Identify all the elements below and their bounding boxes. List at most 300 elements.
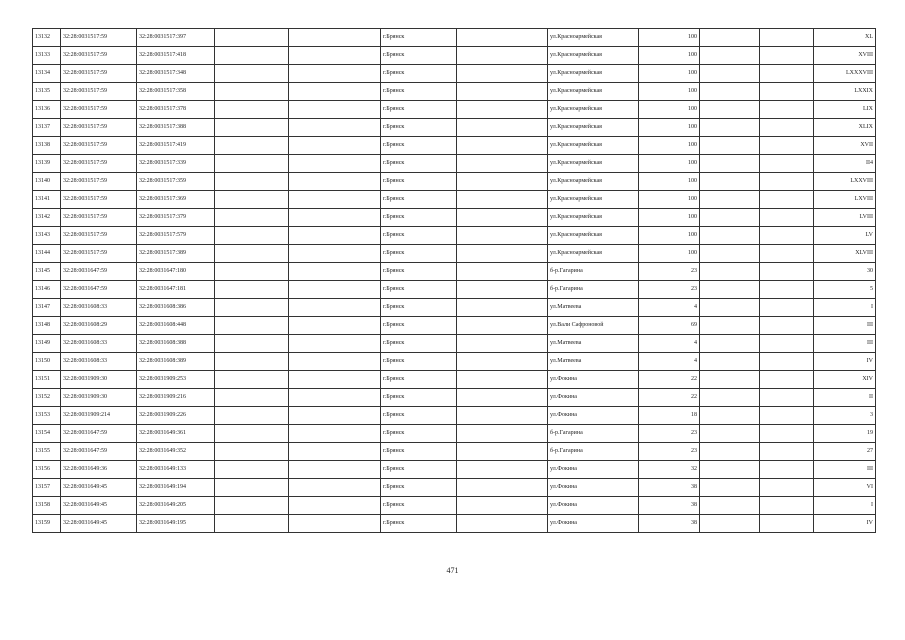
cell-house-number: 38 (639, 479, 700, 497)
cell-col-5 (289, 461, 381, 479)
table-row (33, 245, 876, 263)
cell-parcel-number: 32:28:0031649:45 (61, 497, 137, 515)
cell-row-index: 13157 (33, 479, 61, 497)
cell-object-number: 32:28:0031517:339 (137, 155, 215, 173)
cell-col-10 (700, 101, 760, 119)
cell-parcel-number: 32:28:0031517:59 (61, 119, 137, 137)
cell-object-number: 32:28:0031608:388 (137, 335, 215, 353)
cell-col-10 (700, 443, 760, 461)
cell-city: г.Брянск (381, 101, 457, 119)
cell-row-index: 13153 (33, 407, 61, 425)
cell-col-7 (457, 191, 548, 209)
cell-apartment-number: XVII (814, 137, 876, 155)
cell-parcel-number: 32:28:0031608:33 (61, 353, 137, 371)
cell-col-4 (215, 173, 289, 191)
cell-street: ул.Фокина (548, 479, 639, 497)
cell-col-11 (760, 443, 814, 461)
cell-col-5 (289, 353, 381, 371)
cell-row-index: 13156 (33, 461, 61, 479)
cell-apartment-number: IV (814, 353, 876, 371)
table-row (33, 515, 876, 533)
cell-apartment-number: 30 (814, 263, 876, 281)
cell-col-4 (215, 353, 289, 371)
cell-house-number: 22 (639, 389, 700, 407)
cell-street: б-р.Гагарина (548, 263, 639, 281)
cell-object-number: 32:28:0031517:358 (137, 83, 215, 101)
cell-col-5 (289, 479, 381, 497)
cell-apartment-number: XIV (814, 371, 876, 389)
table-row (33, 299, 876, 317)
cell-col-11 (760, 263, 814, 281)
cell-house-number: 100 (639, 47, 700, 65)
table-row (33, 443, 876, 461)
cell-col-11 (760, 317, 814, 335)
cell-apartment-number: LV (814, 227, 876, 245)
cell-parcel-number: 32:28:0031517:59 (61, 47, 137, 65)
cell-house-number: 100 (639, 83, 700, 101)
cell-row-index: 13151 (33, 371, 61, 389)
cell-col-5 (289, 317, 381, 335)
cell-object-number: 32:28:0031517:397 (137, 29, 215, 47)
cell-col-4 (215, 443, 289, 461)
cell-apartment-number: LIX (814, 101, 876, 119)
cell-street: ул.Красноармейская (548, 29, 639, 47)
cell-street: ул.Красноармейская (548, 191, 639, 209)
cell-col-4 (215, 65, 289, 83)
cell-object-number: 32:28:0031517:419 (137, 137, 215, 155)
cell-parcel-number: 32:28:0031517:59 (61, 227, 137, 245)
cell-col-4 (215, 137, 289, 155)
cell-house-number: 18 (639, 407, 700, 425)
cell-row-index: 13147 (33, 299, 61, 317)
cell-col-5 (289, 29, 381, 47)
cell-row-index: 13143 (33, 227, 61, 245)
cell-col-4 (215, 497, 289, 515)
cell-object-number: 32:28:0031517:369 (137, 191, 215, 209)
cell-col-10 (700, 227, 760, 245)
cell-house-number: 100 (639, 119, 700, 137)
cell-col-4 (215, 155, 289, 173)
cell-parcel-number: 32:28:0031517:59 (61, 245, 137, 263)
cell-col-11 (760, 191, 814, 209)
cell-city: г.Брянск (381, 407, 457, 425)
cell-object-number: 32:28:0031649:352 (137, 443, 215, 461)
cell-col-7 (457, 281, 548, 299)
cell-col-11 (760, 245, 814, 263)
cell-object-number: 32:28:0031517:389 (137, 245, 215, 263)
cell-street: б-р.Гагарина (548, 425, 639, 443)
cell-col-5 (289, 83, 381, 101)
cell-street: ул.Матвеева (548, 353, 639, 371)
cell-col-11 (760, 173, 814, 191)
cell-col-7 (457, 83, 548, 101)
cell-street: ул.Красноармейская (548, 101, 639, 119)
cell-col-10 (700, 479, 760, 497)
cell-col-11 (760, 47, 814, 65)
cell-street: ул.Красноармейская (548, 245, 639, 263)
cell-house-number: 23 (639, 443, 700, 461)
table-row (33, 209, 876, 227)
cell-col-7 (457, 119, 548, 137)
cell-row-index: 13145 (33, 263, 61, 281)
cell-object-number: 32:28:0031608:389 (137, 353, 215, 371)
cell-object-number: 32:28:0031608:386 (137, 299, 215, 317)
cell-row-index: 13132 (33, 29, 61, 47)
table-row (33, 353, 876, 371)
cell-city: г.Брянск (381, 281, 457, 299)
cell-object-number: 32:28:0031608:448 (137, 317, 215, 335)
cell-apartment-number: II (814, 389, 876, 407)
cell-house-number: 100 (639, 227, 700, 245)
cell-col-10 (700, 389, 760, 407)
cell-city: г.Брянск (381, 317, 457, 335)
cell-col-4 (215, 479, 289, 497)
cell-col-5 (289, 425, 381, 443)
cell-col-10 (700, 155, 760, 173)
cell-col-10 (700, 335, 760, 353)
cell-col-7 (457, 65, 548, 83)
cell-col-7 (457, 299, 548, 317)
cell-row-index: 13150 (33, 353, 61, 371)
table-row (33, 119, 876, 137)
cell-row-index: 13140 (33, 173, 61, 191)
cell-col-5 (289, 515, 381, 533)
cell-house-number: 100 (639, 155, 700, 173)
cell-col-5 (289, 245, 381, 263)
cell-col-4 (215, 299, 289, 317)
cell-col-11 (760, 227, 814, 245)
cell-col-7 (457, 407, 548, 425)
cell-col-7 (457, 389, 548, 407)
cell-city: г.Брянск (381, 209, 457, 227)
cell-city: г.Брянск (381, 137, 457, 155)
table-row (33, 335, 876, 353)
cell-col-5 (289, 389, 381, 407)
cell-object-number: 32:28:0031517:359 (137, 173, 215, 191)
cell-house-number: 100 (639, 209, 700, 227)
cell-street: ул.Фокина (548, 371, 639, 389)
cell-parcel-number: 32:28:0031909:30 (61, 371, 137, 389)
cell-object-number: 32:28:0031649:361 (137, 425, 215, 443)
cell-street: ул.Красноармейская (548, 65, 639, 83)
cell-col-5 (289, 65, 381, 83)
cell-house-number: 32 (639, 461, 700, 479)
cell-col-7 (457, 29, 548, 47)
cell-col-11 (760, 407, 814, 425)
cell-object-number: 32:28:0031647:180 (137, 263, 215, 281)
cell-parcel-number: 32:28:0031909:30 (61, 389, 137, 407)
cell-house-number: 100 (639, 101, 700, 119)
cell-parcel-number: 32:28:0031647:59 (61, 425, 137, 443)
cell-col-10 (700, 263, 760, 281)
cell-col-5 (289, 299, 381, 317)
cell-col-5 (289, 119, 381, 137)
cell-city: г.Брянск (381, 191, 457, 209)
cell-col-11 (760, 299, 814, 317)
cell-col-4 (215, 515, 289, 533)
cell-col-4 (215, 29, 289, 47)
cell-apartment-number: XVIII (814, 47, 876, 65)
cell-apartment-number: 19 (814, 425, 876, 443)
cell-object-number: 32:28:0031909:253 (137, 371, 215, 389)
cell-object-number: 32:28:0031649:205 (137, 497, 215, 515)
cell-street: ул.Фокина (548, 461, 639, 479)
cell-object-number: 32:28:0031517:378 (137, 101, 215, 119)
cell-house-number: 23 (639, 263, 700, 281)
cell-col-11 (760, 335, 814, 353)
cell-apartment-number: XLIX (814, 119, 876, 137)
registry-table (32, 28, 876, 533)
table-row (33, 281, 876, 299)
table-row (33, 29, 876, 47)
table-row (33, 155, 876, 173)
cell-parcel-number: 32:28:0031517:59 (61, 137, 137, 155)
cell-city: г.Брянск (381, 263, 457, 281)
cell-apartment-number: LXXIX (814, 83, 876, 101)
cell-col-11 (760, 353, 814, 371)
cell-row-index: 13158 (33, 497, 61, 515)
table-row (33, 317, 876, 335)
cell-object-number: 32:28:0031909:226 (137, 407, 215, 425)
table-row (33, 191, 876, 209)
cell-apartment-number: LXXXVIII (814, 65, 876, 83)
cell-col-4 (215, 83, 289, 101)
cell-col-10 (700, 209, 760, 227)
cell-city: г.Брянск (381, 479, 457, 497)
cell-col-5 (289, 47, 381, 65)
cell-col-4 (215, 407, 289, 425)
cell-col-10 (700, 461, 760, 479)
cell-col-7 (457, 263, 548, 281)
cell-parcel-number: 32:28:0031517:59 (61, 155, 137, 173)
cell-col-4 (215, 245, 289, 263)
cell-col-4 (215, 389, 289, 407)
cell-row-index: 13139 (33, 155, 61, 173)
table-row (33, 479, 876, 497)
cell-col-11 (760, 425, 814, 443)
cell-row-index: 13149 (33, 335, 61, 353)
cell-col-5 (289, 101, 381, 119)
cell-col-4 (215, 317, 289, 335)
cell-street: ул.Вали Сафроновой (548, 317, 639, 335)
cell-house-number: 23 (639, 425, 700, 443)
cell-col-10 (700, 245, 760, 263)
cell-row-index: 13137 (33, 119, 61, 137)
cell-street: ул.Красноармейская (548, 209, 639, 227)
cell-apartment-number: LVIII (814, 209, 876, 227)
cell-col-7 (457, 317, 548, 335)
cell-city: г.Брянск (381, 353, 457, 371)
cell-street: ул.Фокина (548, 497, 639, 515)
cell-city: г.Брянск (381, 245, 457, 263)
cell-col-5 (289, 173, 381, 191)
cell-col-4 (215, 47, 289, 65)
cell-parcel-number: 32:28:0031647:59 (61, 443, 137, 461)
cell-col-11 (760, 479, 814, 497)
cell-col-7 (457, 173, 548, 191)
cell-parcel-number: 32:28:0031517:59 (61, 101, 137, 119)
cell-col-4 (215, 461, 289, 479)
cell-street: ул.Фокина (548, 407, 639, 425)
cell-col-7 (457, 209, 548, 227)
cell-apartment-number: III (814, 317, 876, 335)
cell-house-number: 4 (639, 335, 700, 353)
cell-col-4 (215, 371, 289, 389)
cell-col-10 (700, 425, 760, 443)
cell-city: г.Брянск (381, 443, 457, 461)
cell-street: ул.Красноармейская (548, 47, 639, 65)
cell-col-10 (700, 119, 760, 137)
cell-row-index: 13135 (33, 83, 61, 101)
cell-house-number: 22 (639, 371, 700, 389)
cell-col-10 (700, 83, 760, 101)
cell-col-5 (289, 443, 381, 461)
cell-col-5 (289, 371, 381, 389)
cell-col-5 (289, 191, 381, 209)
cell-col-11 (760, 101, 814, 119)
cell-parcel-number: 32:28:0031647:59 (61, 263, 137, 281)
cell-object-number: 32:28:0031649:195 (137, 515, 215, 533)
cell-apartment-number: LXXVIII (814, 173, 876, 191)
cell-object-number: 32:28:0031909:216 (137, 389, 215, 407)
cell-parcel-number: 32:28:0031608:33 (61, 299, 137, 317)
cell-col-10 (700, 407, 760, 425)
table-row (33, 371, 876, 389)
cell-col-10 (700, 191, 760, 209)
cell-city: г.Брянск (381, 155, 457, 173)
cell-parcel-number: 32:28:0031909:214 (61, 407, 137, 425)
cell-row-index: 13146 (33, 281, 61, 299)
cell-col-7 (457, 479, 548, 497)
cell-house-number: 100 (639, 137, 700, 155)
cell-col-11 (760, 371, 814, 389)
cell-street: ул.Красноармейская (548, 137, 639, 155)
cell-col-10 (700, 281, 760, 299)
cell-col-5 (289, 497, 381, 515)
cell-row-index: 13144 (33, 245, 61, 263)
page-number: 471 (446, 566, 459, 575)
cell-parcel-number: 32:28:0031647:59 (61, 281, 137, 299)
cell-apartment-number: IV (814, 515, 876, 533)
cell-object-number: 32:28:0031517:579 (137, 227, 215, 245)
cell-col-11 (760, 119, 814, 137)
cell-object-number: 32:28:0031517:418 (137, 47, 215, 65)
cell-col-10 (700, 137, 760, 155)
cell-house-number: 100 (639, 29, 700, 47)
cell-apartment-number: III (814, 335, 876, 353)
cell-col-11 (760, 155, 814, 173)
cell-city: г.Брянск (381, 29, 457, 47)
cell-col-5 (289, 407, 381, 425)
cell-city: г.Брянск (381, 83, 457, 101)
cell-col-11 (760, 209, 814, 227)
cell-city: г.Брянск (381, 299, 457, 317)
cell-city: г.Брянск (381, 119, 457, 137)
table-row (33, 101, 876, 119)
cell-col-7 (457, 353, 548, 371)
cell-street: ул.Красноармейская (548, 83, 639, 101)
cell-apartment-number: I (814, 299, 876, 317)
cell-col-5 (289, 137, 381, 155)
cell-house-number: 69 (639, 317, 700, 335)
cell-city: г.Брянск (381, 497, 457, 515)
cell-apartment-number: XLVIII (814, 245, 876, 263)
cell-col-4 (215, 119, 289, 137)
cell-col-7 (457, 137, 548, 155)
cell-row-index: 13142 (33, 209, 61, 227)
cell-col-7 (457, 515, 548, 533)
cell-col-4 (215, 281, 289, 299)
table-row (33, 263, 876, 281)
cell-col-7 (457, 443, 548, 461)
cell-col-11 (760, 461, 814, 479)
cell-object-number: 32:28:0031517:379 (137, 209, 215, 227)
cell-col-10 (700, 515, 760, 533)
cell-object-number: 32:28:0031649:194 (137, 479, 215, 497)
cell-row-index: 13155 (33, 443, 61, 461)
cell-house-number: 38 (639, 497, 700, 515)
cell-col-5 (289, 155, 381, 173)
cell-parcel-number: 32:28:0031517:59 (61, 65, 137, 83)
cell-street: ул.Матвеева (548, 299, 639, 317)
table-row (33, 83, 876, 101)
cell-parcel-number: 32:28:0031517:59 (61, 173, 137, 191)
cell-col-10 (700, 317, 760, 335)
cell-col-7 (457, 245, 548, 263)
cell-col-11 (760, 497, 814, 515)
cell-object-number: 32:28:0031649:133 (137, 461, 215, 479)
cell-house-number: 38 (639, 515, 700, 533)
cell-col-7 (457, 47, 548, 65)
cell-parcel-number: 32:28:0031517:59 (61, 191, 137, 209)
cell-col-5 (289, 263, 381, 281)
cell-house-number: 23 (639, 281, 700, 299)
registry-table-body (33, 29, 876, 533)
cell-row-index: 13141 (33, 191, 61, 209)
cell-col-5 (289, 227, 381, 245)
cell-apartment-number: XL (814, 29, 876, 47)
cell-col-4 (215, 101, 289, 119)
cell-col-7 (457, 425, 548, 443)
cell-house-number: 4 (639, 353, 700, 371)
cell-city: г.Брянск (381, 173, 457, 191)
cell-street: ул.Фокина (548, 389, 639, 407)
cell-col-11 (760, 281, 814, 299)
cell-col-4 (215, 209, 289, 227)
cell-parcel-number: 32:28:0031649:45 (61, 515, 137, 533)
cell-street: ул.Красноармейская (548, 155, 639, 173)
cell-col-4 (215, 335, 289, 353)
cell-col-5 (289, 335, 381, 353)
cell-col-4 (215, 227, 289, 245)
cell-col-4 (215, 191, 289, 209)
cell-object-number: 32:28:0031517:388 (137, 119, 215, 137)
cell-row-index: 13152 (33, 389, 61, 407)
cell-row-index: 13133 (33, 47, 61, 65)
cell-col-10 (700, 299, 760, 317)
table-row (33, 227, 876, 245)
cell-city: г.Брянск (381, 335, 457, 353)
cell-col-10 (700, 65, 760, 83)
cell-row-index: 13136 (33, 101, 61, 119)
cell-street: ул.Фокина (548, 515, 639, 533)
cell-parcel-number: 32:28:0031608:29 (61, 317, 137, 335)
cell-col-10 (700, 173, 760, 191)
cell-street: ул.Красноармейская (548, 173, 639, 191)
cell-col-10 (700, 353, 760, 371)
cell-street: ул.Матвеева (548, 335, 639, 353)
table-row (33, 137, 876, 155)
